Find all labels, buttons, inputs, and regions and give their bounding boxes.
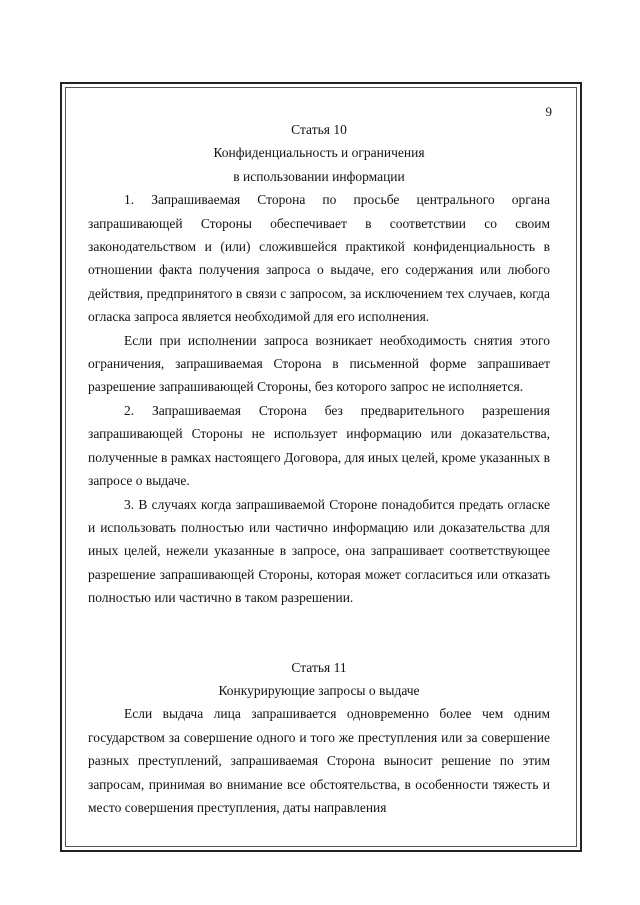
article-10-subtitle-line1: Конфиденциальность и ограничения: [213, 145, 425, 161]
article-10-paragraph-4: 3. В случаях когда запрашиваемой Стороне понадобится предать огласке и использовать полностью или частично информацию или доказательства для иных целей, нежели указанные в запросе, она запрашивает соответствующее разрешение запрашивающей Стороны, которая может согласиться или отказать полностью или частично в таком разрешении.: [88, 496, 550, 606]
article-10-paragraph-3: 2. Запрашиваемая Сторона без предварительного разрешения запрашивающей Стороны не использует информацию или доказательства, полученные в рамках настоящего Договора, для иных целей, кроме указанных в запросе о выдаче.: [88, 402, 550, 489]
document-body: [88, 118, 550, 819]
article-10-subtitle-line2: в использовании информации: [233, 168, 405, 184]
section-spacer: [88, 610, 550, 633]
article-10-paragraph-1: 1. Запрашиваемая Сторона по просьбе центрального органа запрашивающей Стороны обеспечивает в соответствии со своим законодательством и (или) сложившейся практикой конфиденциальность в отношении факта получения запроса о выдаче, его содержания или любого действия, предпринятого в связи с запросом, за исключением тех случаев, когда огласка запроса является необходимой для его исполнения.: [88, 192, 550, 325]
page-number: 9: [545, 104, 552, 119]
page-border: [60, 82, 582, 852]
section-spacer: [88, 633, 550, 656]
article-10-title: Статья 10: [291, 122, 347, 137]
article-11-subtitle: Конкурирующие запросы о выдаче: [218, 682, 420, 698]
article-10-paragraph-2: Если при исполнении запроса возникает необходимость снятия этого ограничения, запрашиваемая Сторона в письменной форме запрашивает разрешение запрашивающей Стороны, без которого запрос не исполняется.: [88, 332, 550, 395]
article-11-title: Статья 11: [291, 659, 347, 675]
article-11-paragraph-1: Если выдача лица запрашивается одновременно более чем одним государством за совершение одного и того же преступления или за совершение разных преступлений, запрашиваемая Сторона выносит решение по этим запросам, принимая во внимание все обстоятельства, в особенности тяжесть и место совершения преступления, даты направления: [88, 706, 550, 815]
